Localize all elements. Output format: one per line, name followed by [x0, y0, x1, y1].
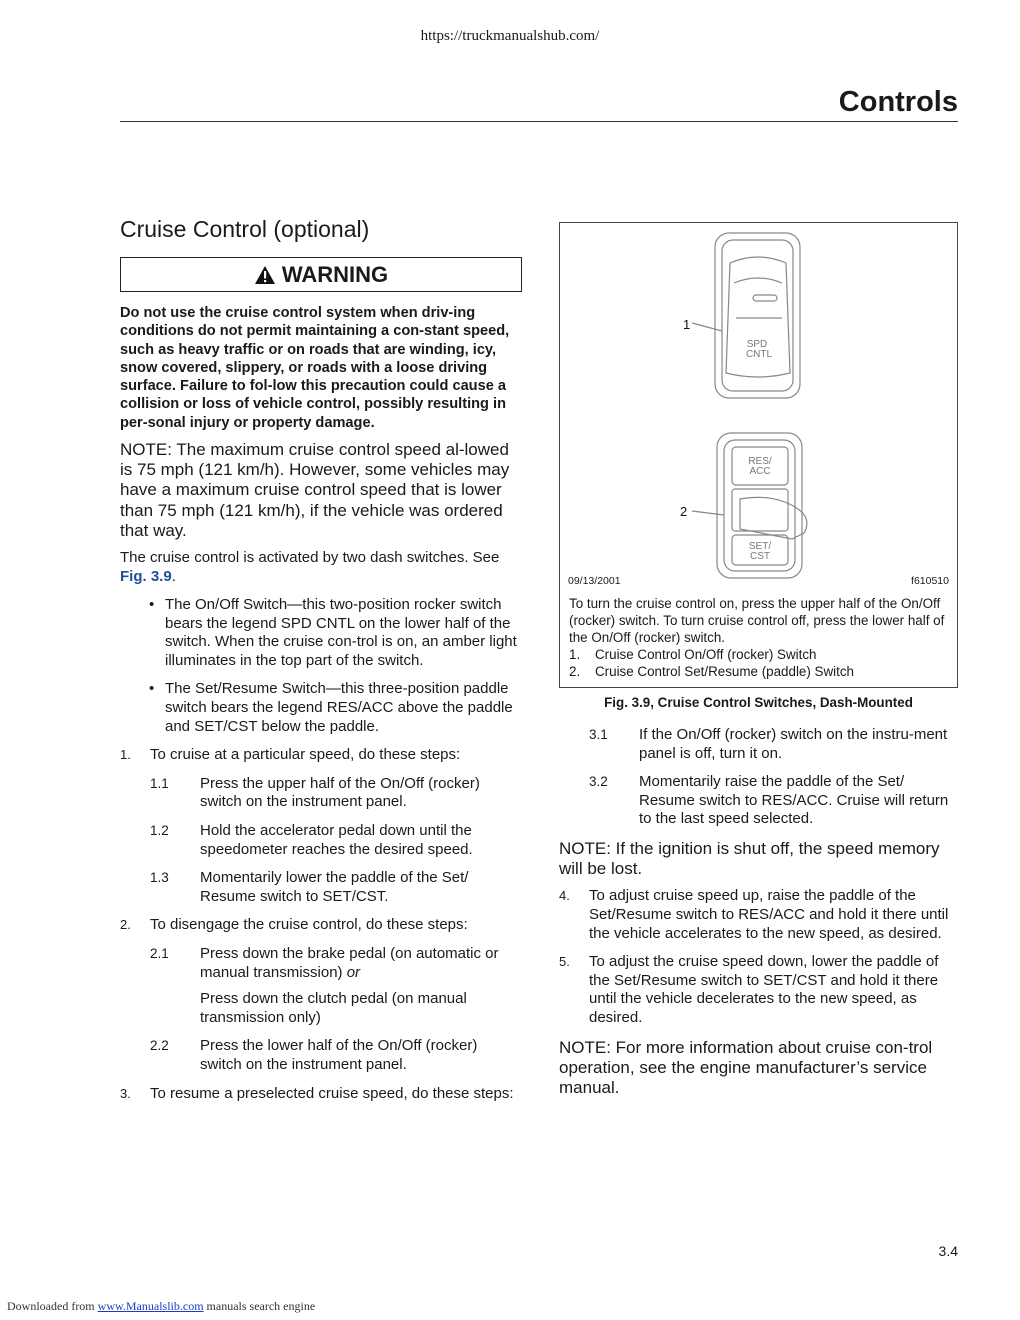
legend-text: Cruise Control On/Off (rocker) Switch	[595, 647, 817, 662]
figure-box	[559, 222, 958, 688]
substep-3-2	[559, 773, 959, 829]
step-5	[559, 953, 959, 1027]
download-footer	[7, 1299, 315, 1314]
page-number: 3.4	[938, 1243, 958, 1259]
step-text: To cruise at a particular speed, do these steps:	[150, 746, 461, 764]
intro-end: .	[171, 567, 176, 585]
step-number: 4.	[559, 888, 570, 904]
substep-number: 1.3	[150, 870, 169, 886]
warning-label: WARNING	[281, 261, 389, 287]
paddle-bottom-legend-line2: CST	[750, 551, 770, 562]
substep-text: Hold the accelerator pedal down until the speedometer reaches the desired speed.	[200, 822, 473, 858]
warning-triangle-icon	[254, 265, 276, 285]
bullet-text: The Set/Resume Switch—this three-position paddle switch bears the legend RES/ACC above the paddle and SET/CST below the paddle.	[165, 680, 513, 735]
figure-link[interactable]: Fig. 3.9	[120, 567, 172, 585]
note-speed-memory: NOTE: If the ignition is shut off, the speed memory will be lost.	[559, 838, 940, 879]
substep-1-1	[120, 775, 522, 812]
leader-line-1	[692, 323, 722, 331]
step-number: 3.	[120, 1085, 131, 1101]
step-number: 2.	[120, 917, 131, 933]
substep-text: Press down the clutch pedal (on manual transmission only)	[200, 990, 467, 1026]
step-text: To adjust cruise speed up, raise the paddle of the Set/Resume switch to RES/ACC and hold it there until the vehicle accelerates to the new speed, as desired.	[589, 887, 949, 942]
note-more-info: NOTE: For more information about cruise con-trol operation, see the engine manufacturer’s service manual.	[559, 1037, 933, 1097]
step-number: 1.	[120, 747, 131, 763]
footer-text: Downloaded from	[7, 1299, 98, 1313]
substep-text: Press the upper half of the On/Off (rocker) switch on the instrument panel.	[200, 774, 480, 811]
page-heading: Cruise Control (optional)	[120, 216, 370, 242]
step-text: To adjust the cruise speed down, lower the paddle of the Set/Resume switch to SET/CST and hold it there until the vehicle decelerates to the new speed, as desired.	[589, 953, 939, 1026]
switch-illustration	[560, 223, 957, 583]
step-number: 5.	[559, 954, 570, 970]
left-column	[120, 216, 522, 1113]
title-divider	[120, 121, 958, 122]
rocker-switch-ridge	[734, 278, 782, 283]
note-max-speed: NOTE: The maximum cruise control speed al-lowed is 75 mph (121 km/h). However, some vehicles may have a maximum cruise control speed that is lower than 75 mph (121 km/h), if the vehicle was ordered that way.	[120, 440, 510, 540]
bullet-dot-icon: •	[149, 596, 155, 614]
legend-text: Cruise Control Set/Resume (paddle) Switch	[595, 664, 854, 679]
caption-text: To turn the cruise control on, press the upper half of the On/Off (rocker) switch. To turn cruise control off, press the lower half of the On/Off (rocker) switch.	[569, 596, 945, 645]
substep-number: 3.2	[589, 774, 608, 790]
callout-1: 1	[683, 317, 691, 332]
paddle-top-legend-line1: RES/	[748, 456, 772, 467]
bullet-item	[120, 680, 522, 736]
substep-text: Momentarily raise the paddle of the Set/ Resume switch to RES/ACC. Cruise will return to the last speed selected.	[639, 773, 949, 828]
figure-date: 09/13/2001	[568, 575, 621, 587]
paddle-lever	[740, 497, 807, 539]
rocker-indicator-light	[753, 295, 777, 301]
step-4	[559, 887, 959, 943]
callout-2: 2	[680, 504, 688, 519]
section-title: Controls	[838, 86, 958, 118]
bullet-item	[120, 596, 522, 670]
substep-number: 1.2	[150, 823, 169, 839]
right-column	[559, 726, 959, 1106]
substep-number: 1.1	[150, 775, 169, 791]
substep-2-1-continued	[120, 990, 522, 1027]
step-2	[120, 916, 522, 935]
bullet-dot-icon: •	[149, 680, 155, 698]
rocker-legend-line1: SPD	[746, 339, 768, 350]
substep-number: 2.2	[150, 1038, 169, 1054]
rocker-legend-line2: CNTL	[745, 349, 773, 360]
intro-text: The cruise control is activated by two dash switches. See	[120, 549, 500, 567]
substep-text: Momentarily lower the paddle of the Set/ Resume switch to SET/CST.	[200, 869, 469, 905]
substep-3-1	[559, 726, 959, 763]
step-text: To disengage the cruise control, do these steps:	[150, 916, 468, 934]
bullet-text: The On/Off Switch—this two-position rocker switch bears the legend SPD CNTL on the lower half of the switch. When the cruise con-trol is on, an amber light illuminates in the top part of the switch.	[165, 596, 517, 669]
substep-1-3	[120, 869, 522, 906]
footer-tagline: manuals search engine	[203, 1299, 316, 1313]
substep-text: Press the lower half of the On/Off (rocker) switch on the instrument panel.	[200, 1037, 478, 1073]
substep-text: If the On/Off (rocker) switch on the instru-ment panel is off, turn it on.	[639, 726, 948, 762]
figure-id: f610510	[911, 575, 949, 587]
manualslib-link[interactable]: www.Manualslib.com	[97, 1299, 204, 1313]
step-text: To resume a preselected cruise speed, do these steps:	[150, 1084, 514, 1102]
substep-2-2	[120, 1037, 522, 1074]
figure-title: Fig. 3.9, Cruise Control Switches, Dash-Mounted	[604, 695, 913, 710]
step-3	[120, 1085, 522, 1104]
intro-paragraph	[120, 549, 522, 586]
figure-legend-item	[569, 646, 951, 663]
figure-caption	[569, 595, 951, 680]
substep-number: 2.1	[150, 946, 169, 961]
substep-1-2	[120, 822, 522, 859]
substep-or: or	[346, 963, 361, 981]
substep-number: 3.1	[589, 727, 608, 742]
legend-number: 1.	[569, 647, 581, 662]
step-1	[120, 746, 522, 765]
rocker-switch-bezel-inner	[722, 240, 793, 391]
substep-text: Press down the brake pedal (on automatic or manual transmission)	[200, 945, 499, 981]
figure-legend-item	[569, 663, 951, 680]
warning-text: Do not use the cruise control system when driv-ing conditions do not permit maintaining a con-stant speed, such as heavy traffic or on roads that are winding, icy, snow covered, slippery, or roads with a loose driving surface. Failure to fol-low this precaution could cause a collision or loss of vehicle control, possibly resulting in per-sonal injury or property damage.	[120, 305, 510, 431]
substep-2-1	[120, 945, 522, 982]
leader-line-2	[692, 511, 724, 515]
paddle-top-legend-line2: ACC	[749, 466, 771, 477]
source-url[interactable]: https://truckmanualshub.com/	[420, 28, 600, 44]
warning-banner	[120, 257, 522, 292]
legend-number: 2.	[569, 664, 581, 679]
paddle-bottom-legend-line1: SET/	[748, 541, 772, 552]
